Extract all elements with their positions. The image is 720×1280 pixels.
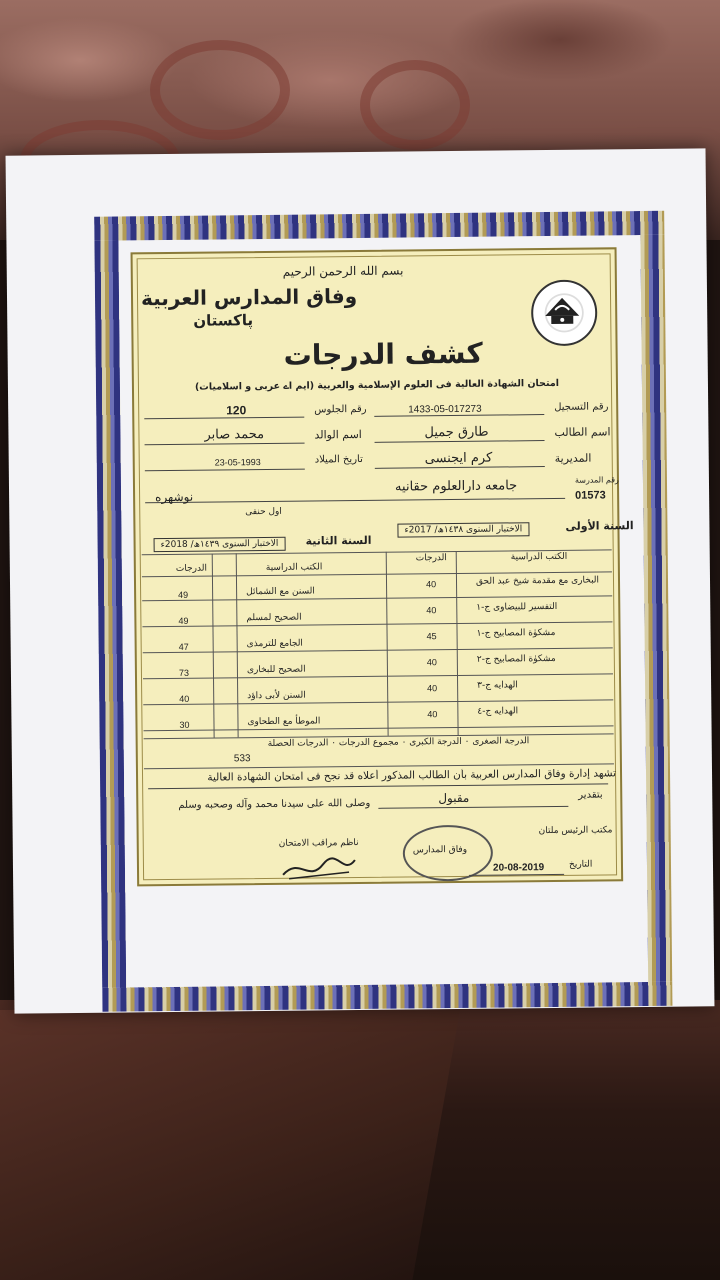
y2-marks-header: الدرجات <box>175 563 208 574</box>
father-value: محمد صابر <box>204 426 265 443</box>
y2-book-cell: الجامع للترمذی <box>246 638 303 650</box>
madrasa-code-value: 01573 <box>575 489 606 502</box>
year-two-label: السنة الثانیة <box>305 533 372 548</box>
signature <box>279 852 359 883</box>
y1-marks-header: الدرجات <box>415 553 447 564</box>
father-label: اسم الوالد <box>314 427 362 442</box>
date-value: 20-08-2019 <box>492 862 545 874</box>
country-name: پاکستان <box>193 311 254 330</box>
position-note: اول حنفی <box>245 506 282 518</box>
certify-text: تشهد إدارة وفاق المدارس العربیة بأن الطالب المذکور أعلاه قد نجح فی امتحان الشهادة العالیة <box>207 767 617 784</box>
y2-book-cell: السنن مع الشمائل <box>246 586 315 598</box>
official-seal: وفاق المدارس <box>403 825 494 882</box>
madrasa-name: جامعه دارالعلوم حقانیه <box>394 478 518 495</box>
dob-value: 23-05-1993 <box>214 457 261 468</box>
org-name: وفاق المدارس العربیة <box>140 284 358 311</box>
madrasa-code-label: رقم المدرسة <box>574 475 619 485</box>
y2-books-header: الکتب الدراسیة <box>265 562 323 573</box>
y2-book-cell: الموطأ مع الطحاوی <box>247 716 321 728</box>
district-value: کرم ایجنسی <box>424 450 493 467</box>
student-label: اسم الطالب <box>554 425 611 439</box>
grade-label: بتقدیر <box>578 789 603 801</box>
document-title: کشف الدرجات <box>283 336 483 372</box>
district-label: المدیریة <box>554 451 592 465</box>
y1-marks-cell: 40 <box>427 683 438 694</box>
reg-value: 1433-05-017273 <box>408 403 482 416</box>
controller-label: ناظم مراقب الامتحان <box>278 838 359 849</box>
y2-book-cell: الصحیح لمسلم <box>246 612 302 624</box>
wafaq-logo <box>531 280 598 347</box>
fabric-pattern <box>150 40 290 140</box>
y2-marks-cell: 73 <box>178 667 190 678</box>
y2-marks-cell: 49 <box>178 615 189 626</box>
y2-book-cell: الصحیح للبخاری <box>246 664 306 676</box>
reg-label: رقم التسجیل <box>554 401 609 413</box>
y1-book-cell: الهدایه ج-٤ <box>477 706 519 717</box>
certificate-paper <box>6 148 715 1013</box>
dob-label: تاریخ المیلاد <box>314 453 363 466</box>
student-value: طارق جمیل <box>424 424 489 441</box>
y2-book-cell: السنن لأبی داؤد <box>247 690 306 702</box>
y2-marks-cell: 49 <box>178 589 189 600</box>
city-name: نوشهره <box>155 489 194 505</box>
summary-text: الدرجة الصغرى ٠ الدرجة الکبرى ٠ مجموع الدرجات ٠ الدرجات الحصلة <box>267 736 530 749</box>
y1-book-cell: التفسیر للبیضاوی ج-١ <box>476 601 558 613</box>
y1-marks-cell: 40 <box>426 605 437 616</box>
year-one-exam: الاختبار السنوی ١٤٣٨ھ/ 2017ء <box>397 522 529 537</box>
fabric-pattern <box>360 60 470 150</box>
date-label: التاریخ <box>568 859 593 870</box>
y1-marks-cell: 40 <box>426 657 437 668</box>
roll-label: رقم الجلوس <box>314 403 367 416</box>
marks-sheet <box>131 247 634 886</box>
y1-marks-cell: 40 <box>425 579 437 590</box>
year-two-exam: الاختبار السنوی ١٤٣٩ھ/ 2018ء <box>154 537 286 552</box>
y1-book-cell: البخاری مع مقدمة شیخ عبد الحق <box>475 575 600 587</box>
y1-books-header: الکتب الدراسیة <box>510 551 568 563</box>
background-cloth <box>0 1010 460 1280</box>
y1-book-cell: الهدایه ج-٣ <box>477 680 518 691</box>
summary-total: 533 <box>233 753 251 765</box>
y2-marks-cell: 40 <box>179 693 190 704</box>
y1-book-cell: مشکوٰة المصابیح ج-١ <box>476 627 556 639</box>
bismillah: بسم الله الرحمن الرحیم <box>282 263 404 279</box>
year-one-label: السنة الأولى <box>565 519 634 533</box>
y1-marks-cell: 40 <box>427 709 438 720</box>
y2-marks-cell: 30 <box>179 719 190 730</box>
roll-value: 120 <box>226 403 247 418</box>
y1-book-cell: مشکوٰة المصابیح ج-٢ <box>476 653 556 665</box>
y1-marks-cell: 45 <box>426 631 437 642</box>
document-subtitle: امتحان الشھادة العالیة فی العلوم الإسلامیة والعربیة (ایم اے عربی و اسلامیات) <box>194 377 560 393</box>
grade-value: مقبول <box>438 790 470 806</box>
office-label: مکتب الرئیس ملتان <box>538 825 613 837</box>
y2-marks-cell: 47 <box>178 641 189 652</box>
salutation: وصلی الله علی سیدنا محمد وآله وصحبه وسلم <box>178 797 371 811</box>
